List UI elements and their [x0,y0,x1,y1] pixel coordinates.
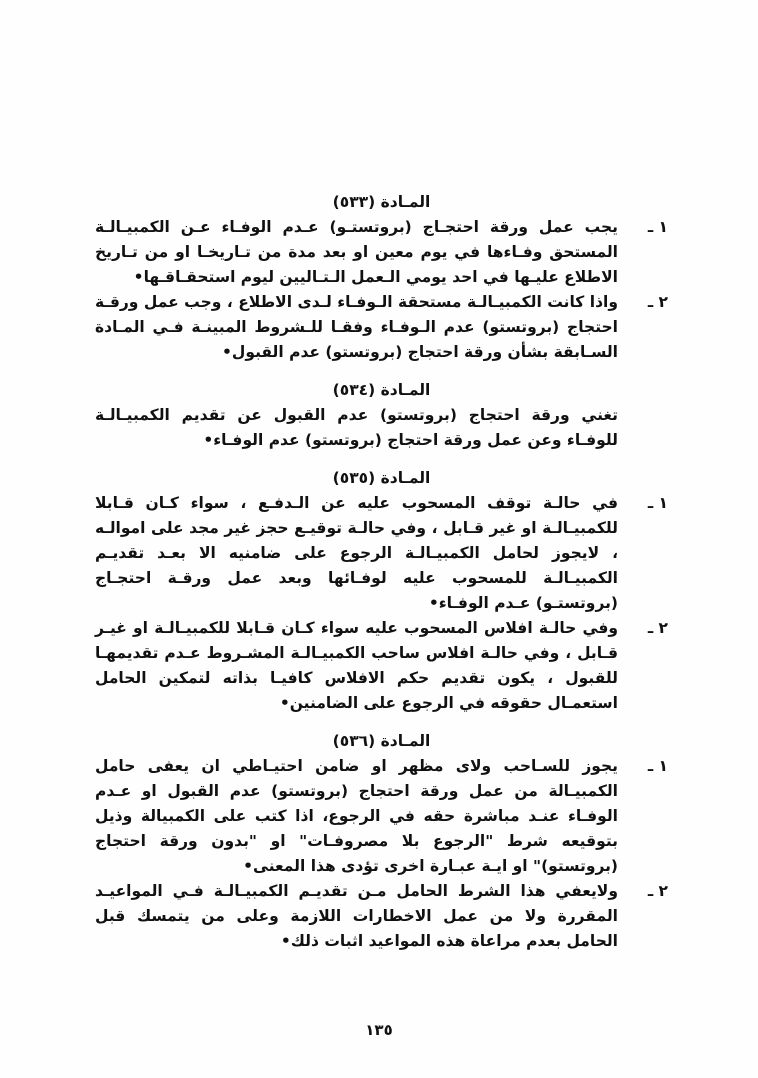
article-paragraphs [95,754,668,954]
paragraph-text: يجوز للسـاحب ولاى مظهر او ضامن احتيـاطي ان يعفى حامل الكمبيـالة من عمل ورقة احتجاج (بروتستو) عدم القبول او عـدم الوفـاء عنـد مباشرة حقه في الرجوع، اذا كتب على الكمبيالة وذيل بتوقيعه شرط "الرجوع بلا مصروفـات" او "بدون ورقة احتجاج (بروتستو)" او ايـة عبـارة اخرى تؤدى هذا المعنى• [95,757,618,875]
article-paragraphs [95,215,668,365]
paragraph-text: تغني ورقة احتجاج (بروتستو) عدم القبول عن تقديم الكمبيـالـة للوفـاء وعن عمل ورقة احتجاج (بروتستو) عدم الوفـاء• [95,406,618,449]
article-heading: المـادة (٥٣٥) [332,469,431,487]
paragraph-text: واذا كانت الكمبيـالـة مستحقة الـوفـاء لـدى الاطلاع ، وجب عمل ورقـة احتجاج (بروتستو) عدم الـوفـاء وفقـا للـشروط المبينـة فـي المـادة السـابقة بشأن ورقة احتجاج (بروتستو) عدم القبول• [95,293,618,361]
article-paragraph [95,491,668,616]
article-paragraph [95,403,668,453]
article-paragraph [95,616,668,716]
article-paragraph [95,215,668,290]
article-paragraphs [95,491,668,716]
page-number: ١٣٥ [365,1021,393,1039]
paragraph-number: ٢ ـ [647,882,668,900]
article-paragraph [95,879,668,954]
document-content [95,190,668,954]
article-paragraph [95,754,668,879]
article-paragraph [95,290,668,365]
article-heading: المـادة (٥٣٦) [332,732,431,750]
paragraph-number: ١ ـ [647,494,668,512]
article-section [95,466,668,716]
paragraph-text: يجب عمل ورقة احتجـاج (بروتستـو) عـدم الوفـاء عـن الكمبيـالـة المستحق وفـاءها في يوم معين او بعد مدة من تـاريخـا او من تـاريخ الاطلاع عليـها في احد يومي الـعمل الـتـاليين ليوم استحقـاقـها• [95,218,618,286]
article-paragraphs [95,403,668,453]
paragraph-text: ولايعفي هذا الشرط الحامل مـن تقديـم الكمبيـالـة فـي المواعيـد المقررة ولا من عمل الاخطارات اللازمة وعلى من يتمسك قبل الحامل بعدم مراعاة هذه المواعيد اثبات ذلك• [95,882,618,950]
paragraph-number: ١ ـ [647,218,668,236]
article-section [95,378,668,453]
article-section [95,729,668,954]
paragraph-number: ٢ ـ [647,619,668,637]
article-section [95,190,668,365]
paragraph-number: ١ ـ [647,757,668,775]
paragraph-text: وفي حالـة افلاس المسحوب عليه سواء كـان قـابلا للكمبيـالـة او غيـر قـابل ، وفي حالـة افلاس ساحب الكمبيـالـة المشـروط عـدم تقديمهـا للقبول ، يكون تقديم حكم الافلاس كافيـا بذاته لتمكين الحامل استعمـال حقوقه في الرجوع على الضامنين• [95,619,618,712]
article-heading: المـادة (٥٣٤) [332,381,431,399]
paragraph-text: في حالـة توقف المسحوب عليه عن الـدفـع ، سواء كـان قـابلا للكمبيـالـة او غير قـابل ، وفي حالـة توقيـع حجز غير مجد على اموالـه ، لايجوز لحامل الكمبيـالـة الرجوع على ضامنيه الا بعـد تقديـم الكمبيـالـة للمسحوب عليه لوفـائها وبعد عمل ورقـة احتجـاج (بروتستـو) عـدم الوفـاء• [95,494,618,612]
paragraph-number: ٢ ـ [647,293,668,311]
article-heading: المـادة (٥٣٣) [332,193,431,211]
